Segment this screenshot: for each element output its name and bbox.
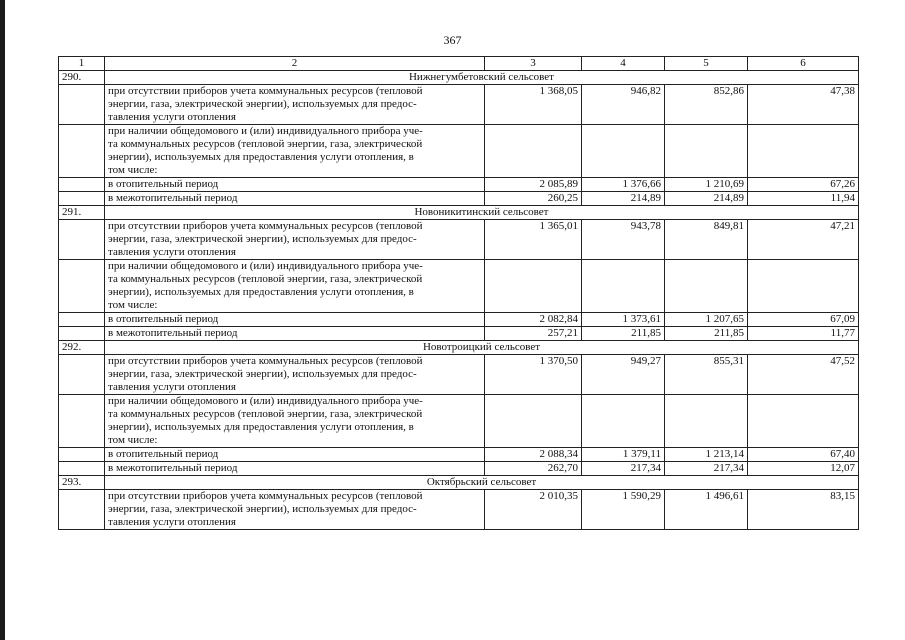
section-name: Новоникитинский сельсовет	[105, 206, 859, 220]
tariff-row	[59, 125, 859, 178]
section-row	[59, 206, 859, 220]
description-line: энергии, газа, электрической энергии), используемых для предос-	[108, 233, 417, 245]
description-cell	[105, 260, 485, 313]
section-row	[59, 341, 859, 355]
column-header: 4	[582, 57, 665, 71]
section-row	[59, 71, 859, 85]
value-cell: 47,38	[748, 85, 859, 125]
value-cell: 67,40	[748, 448, 859, 462]
value-cell	[485, 260, 582, 313]
scan-edge	[0, 0, 5, 640]
tariff-row	[59, 85, 859, 125]
value-cell: 67,26	[748, 178, 859, 192]
section-name: Октябрьский сельсовет	[105, 476, 859, 490]
description-line: в межотопительный период	[108, 327, 238, 339]
value-cell: 849,81	[665, 220, 748, 260]
value-cell: 11,77	[748, 327, 859, 341]
value-cell: 1 213,14	[665, 448, 748, 462]
description-cell	[105, 125, 485, 178]
description-line: энергии), используемых для предоставления услуги отопления, в	[108, 421, 414, 433]
value-cell	[748, 395, 859, 448]
value-cell: 262,70	[485, 462, 582, 476]
index-cell	[59, 178, 105, 192]
description-line: в межотопительный период	[108, 462, 238, 474]
index-cell	[59, 327, 105, 341]
description-line: тавления услуги отопления	[108, 246, 236, 258]
value-cell: 2 082,84	[485, 313, 582, 327]
value-cell	[485, 395, 582, 448]
tariff-row	[59, 327, 859, 341]
description-line: тавления услуги отопления	[108, 516, 236, 528]
description-line: та коммунальных ресурсов (тепловой энергии, газа, электрической	[108, 273, 423, 285]
value-cell: 1 590,29	[582, 490, 665, 530]
column-header: 5	[665, 57, 748, 71]
value-cell	[748, 125, 859, 178]
value-cell: 214,89	[665, 192, 748, 206]
description-line: в отопительный период	[108, 313, 219, 325]
index-cell	[59, 355, 105, 395]
description-line: тавления услуги отопления	[108, 111, 236, 123]
section-index: 290.	[59, 71, 105, 85]
value-cell: 211,85	[665, 327, 748, 341]
description-line: при отсутствии приборов учета коммунальных ресурсов (тепловой	[108, 85, 423, 97]
value-cell: 1 368,05	[485, 85, 582, 125]
description-line: в межотопительный период	[108, 192, 238, 204]
value-cell: 1 210,69	[665, 178, 748, 192]
description-line: в отопительный период	[108, 178, 219, 190]
value-cell: 257,21	[485, 327, 582, 341]
description-cell	[105, 462, 485, 476]
tariff-table	[58, 56, 859, 530]
section-index: 293.	[59, 476, 105, 490]
tariff-row	[59, 178, 859, 192]
description-line: при наличии общедомового и (или) индивидуального прибора уче-	[108, 125, 423, 137]
value-cell: 1 376,66	[582, 178, 665, 192]
tariff-row	[59, 260, 859, 313]
description-cell	[105, 395, 485, 448]
value-cell: 217,34	[665, 462, 748, 476]
column-header: 2	[105, 57, 485, 71]
description-line: в отопительный период	[108, 448, 219, 460]
tariff-row	[59, 395, 859, 448]
description-line: тавления услуги отопления	[108, 381, 236, 393]
tariff-row	[59, 355, 859, 395]
value-cell: 2 088,34	[485, 448, 582, 462]
value-cell: 47,52	[748, 355, 859, 395]
value-cell	[485, 125, 582, 178]
description-line: та коммунальных ресурсов (тепловой энергии, газа, электрической	[108, 138, 423, 150]
description-line: при отсутствии приборов учета коммунальных ресурсов (тепловой	[108, 220, 423, 232]
description-cell	[105, 327, 485, 341]
tariff-row	[59, 448, 859, 462]
value-cell: 1 207,65	[665, 313, 748, 327]
value-cell: 11,94	[748, 192, 859, 206]
section-name: Новотроицкий сельсовет	[105, 341, 859, 355]
index-cell	[59, 490, 105, 530]
value-cell: 946,82	[582, 85, 665, 125]
section-row	[59, 476, 859, 490]
description-cell	[105, 85, 485, 125]
value-cell: 2 085,89	[485, 178, 582, 192]
description-line: энергии, газа, электрической энергии), используемых для предос-	[108, 503, 417, 515]
value-cell: 1 496,61	[665, 490, 748, 530]
description-line: энергии), используемых для предоставления услуги отопления, в	[108, 286, 414, 298]
value-cell	[665, 395, 748, 448]
value-cell: 2 010,35	[485, 490, 582, 530]
value-cell	[665, 125, 748, 178]
index-cell	[59, 220, 105, 260]
tariff-row	[59, 313, 859, 327]
value-cell: 214,89	[582, 192, 665, 206]
value-cell: 12,07	[748, 462, 859, 476]
description-cell	[105, 192, 485, 206]
tariff-table-body	[59, 57, 859, 530]
value-cell: 211,85	[582, 327, 665, 341]
value-cell: 852,86	[665, 85, 748, 125]
value-cell	[665, 260, 748, 313]
tariff-row	[59, 490, 859, 530]
description-line: том числе:	[108, 164, 158, 176]
value-cell: 949,27	[582, 355, 665, 395]
description-line: энергии, газа, электрической энергии), используемых для предос-	[108, 368, 417, 380]
value-cell: 1 365,01	[485, 220, 582, 260]
value-cell: 943,78	[582, 220, 665, 260]
description-line: при отсутствии приборов учета коммунальных ресурсов (тепловой	[108, 355, 423, 367]
value-cell: 260,25	[485, 192, 582, 206]
value-cell: 1 379,11	[582, 448, 665, 462]
description-cell	[105, 448, 485, 462]
tariff-row	[59, 220, 859, 260]
value-cell: 83,15	[748, 490, 859, 530]
index-cell	[59, 448, 105, 462]
value-cell: 67,09	[748, 313, 859, 327]
index-cell	[59, 313, 105, 327]
column-header: 1	[59, 57, 105, 71]
value-cell	[748, 260, 859, 313]
index-cell	[59, 192, 105, 206]
description-cell	[105, 490, 485, 530]
section-index: 292.	[59, 341, 105, 355]
index-cell	[59, 260, 105, 313]
column-header-row	[59, 57, 859, 71]
value-cell: 1 373,61	[582, 313, 665, 327]
description-line: при отсутствии приборов учета коммунальных ресурсов (тепловой	[108, 490, 423, 502]
tariff-row	[59, 192, 859, 206]
description-line: том числе:	[108, 434, 158, 446]
column-header: 3	[485, 57, 582, 71]
description-line: энергии, газа, электрической энергии), используемых для предос-	[108, 98, 417, 110]
section-index: 291.	[59, 206, 105, 220]
value-cell: 1 370,50	[485, 355, 582, 395]
column-header: 6	[748, 57, 859, 71]
description-line: та коммунальных ресурсов (тепловой энергии, газа, электрической	[108, 408, 423, 420]
index-cell	[59, 85, 105, 125]
description-cell	[105, 313, 485, 327]
index-cell	[59, 462, 105, 476]
tariff-row	[59, 462, 859, 476]
description-line: при наличии общедомового и (или) индивидуального прибора уче-	[108, 395, 423, 407]
value-cell: 47,21	[748, 220, 859, 260]
description-line: энергии), используемых для предоставления услуги отопления, в	[108, 151, 414, 163]
section-name: Нижнегумбетовский сельсовет	[105, 71, 859, 85]
value-cell	[582, 125, 665, 178]
index-cell	[59, 125, 105, 178]
value-cell	[582, 395, 665, 448]
value-cell: 217,34	[582, 462, 665, 476]
description-line: при наличии общедомового и (или) индивидуального прибора уче-	[108, 260, 423, 272]
value-cell: 855,31	[665, 355, 748, 395]
description-cell	[105, 220, 485, 260]
index-cell	[59, 395, 105, 448]
description-cell	[105, 178, 485, 192]
value-cell	[582, 260, 665, 313]
description-cell	[105, 355, 485, 395]
page-number: 367	[443, 33, 462, 47]
description-line: том числе:	[108, 299, 158, 311]
